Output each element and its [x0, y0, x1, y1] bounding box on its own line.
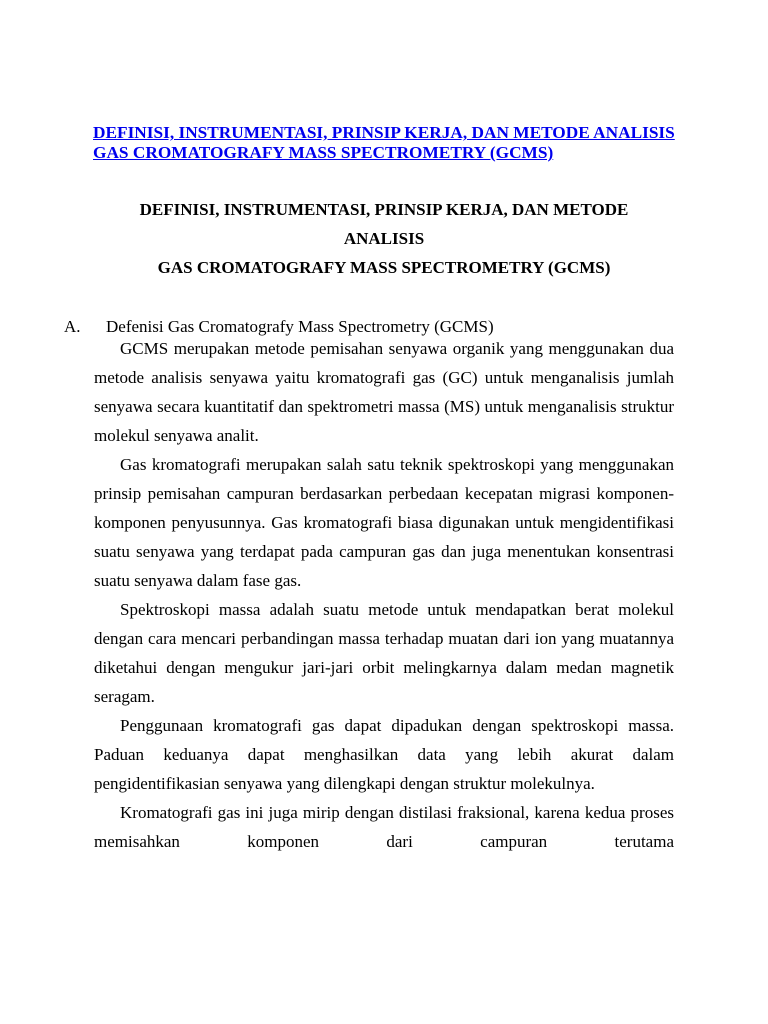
body-text: [94, 334, 674, 856]
paragraph-1: GCMS merupakan metode pemisahan senyawa organik yang menggunakan dua metode analisis senyawa yaitu kromatografi gas (GC) untuk menganalisis jumlah senyawa secara kuantitatif dan spektrometri massa (MS) untuk menganalisis struktur molekul senyawa analit.: [94, 339, 674, 445]
section-a-title: Defenisi Gas Cromatografy Mass Spectrometry (GCMS): [106, 317, 494, 336]
paragraph-4: Penggunaan kromatografi gas dapat dipadukan dengan spektroskopi massa. Paduan keduanya dapat menghasilkan data yang lebih akurat dalam pengidentifikasian senyawa yang dilengkapi dengan struktur molekulnya.: [94, 716, 674, 793]
document-title-link[interactable]: DEFINISI, INSTRUMENTASI, PRINSIP KERJA, DAN METODE ANALISIS GAS CROMATOGRAFY MASS SPECTROMETRY (GCMS): [93, 123, 675, 162]
document-title-line-2: ANALISIS: [343, 229, 425, 248]
paragraph-5: Kromatografi gas ini juga mirip dengan distilasi fraksional, karena kedua proses memisahkan komponen dari campuran terutama: [94, 803, 674, 851]
paragraph-2: Gas kromatografi merupakan salah satu teknik spektroskopi yang menggunakan prinsip pemisahan campuran berdasarkan perbedaan kecepatan migrasi komponen-komponen penyusunnya. Gas kromatografi biasa digunakan untuk mengidentifikasi suatu senyawa yang terdapat pada campuran gas dan juga menentukan konsentrasi suatu senyawa dalam fase gas.: [94, 455, 674, 590]
document-title-line-3: GAS CROMATOGRAFY MASS SPECTROMETRY (GCMS): [157, 258, 611, 277]
document-title-line-1: DEFINISI, INSTRUMENTASI, PRINSIP KERJA, DAN METODE: [139, 200, 629, 219]
paragraph-3: Spektroskopi massa adalah suatu metode untuk mendapatkan berat molekul dengan cara mencari perbandingan massa terhadap muatan dari ion yang muatannya diketahui dengan mengukur jari-jari orbit melingkarnya dalam medan magnetik seragam.: [94, 600, 674, 706]
section-a-number: A.: [64, 317, 81, 336]
